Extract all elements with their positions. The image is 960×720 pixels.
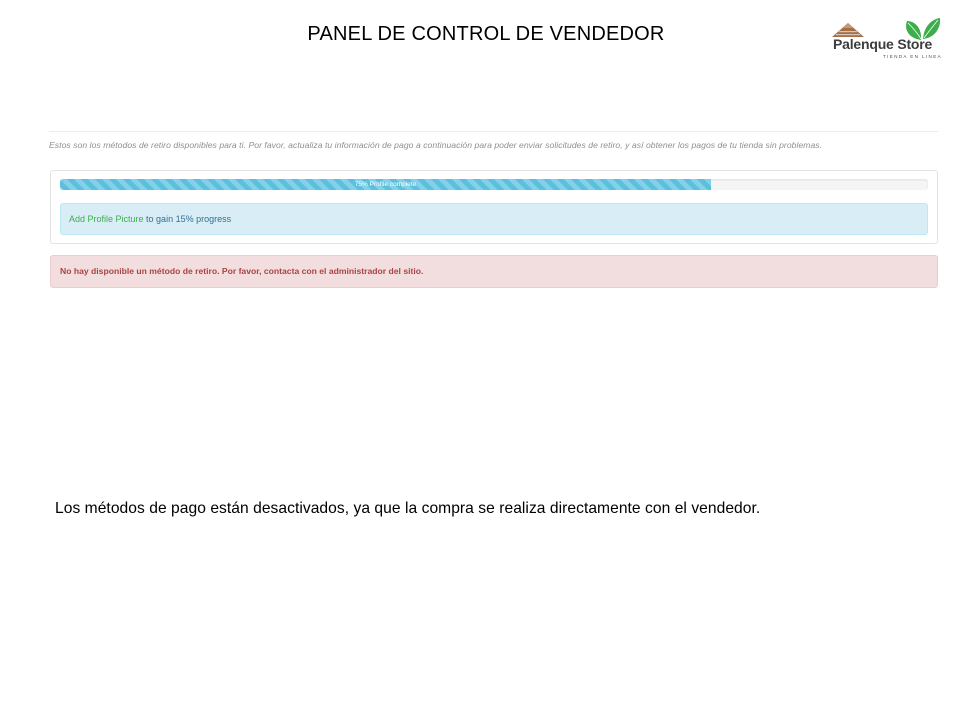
profile-tip-box xyxy=(60,203,928,235)
profile-progress-label: 75% Profile complete xyxy=(354,181,417,188)
slide-caption: Los métodos de pago están desactivados, ya que la compra se realiza directamente con el vendedor. xyxy=(55,500,761,517)
profile-tip-text: to gain 15% progress xyxy=(143,214,232,224)
divider xyxy=(49,131,938,132)
palenque-store-logo xyxy=(831,17,941,63)
profile-progress-fill xyxy=(60,179,711,190)
withdraw-error-alert xyxy=(50,255,938,288)
logo-name: Palenque Store xyxy=(833,36,933,52)
profile-progress-bar xyxy=(60,179,928,190)
profile-progress-card xyxy=(50,170,938,244)
withdraw-error-text: No hay disponible un método de retiro. Por favor, contacta con el administrador del sitio. xyxy=(60,266,424,276)
withdraw-intro-text: Estos son los métodos de retiro disponibles para ti. Por favor, actualiza tu información de pago a continuación para poder enviar solicitudes de retiro, y así obtener los pagos de tu tienda sin problemas. xyxy=(49,140,823,150)
slide-title: PANEL DE CONTROL DE VENDEDOR xyxy=(307,23,665,45)
withdraw-section xyxy=(49,131,938,150)
logo-tagline: TIENDA EN LINEA xyxy=(883,54,943,59)
add-profile-picture-link[interactable]: Add Profile Picture xyxy=(69,214,144,224)
